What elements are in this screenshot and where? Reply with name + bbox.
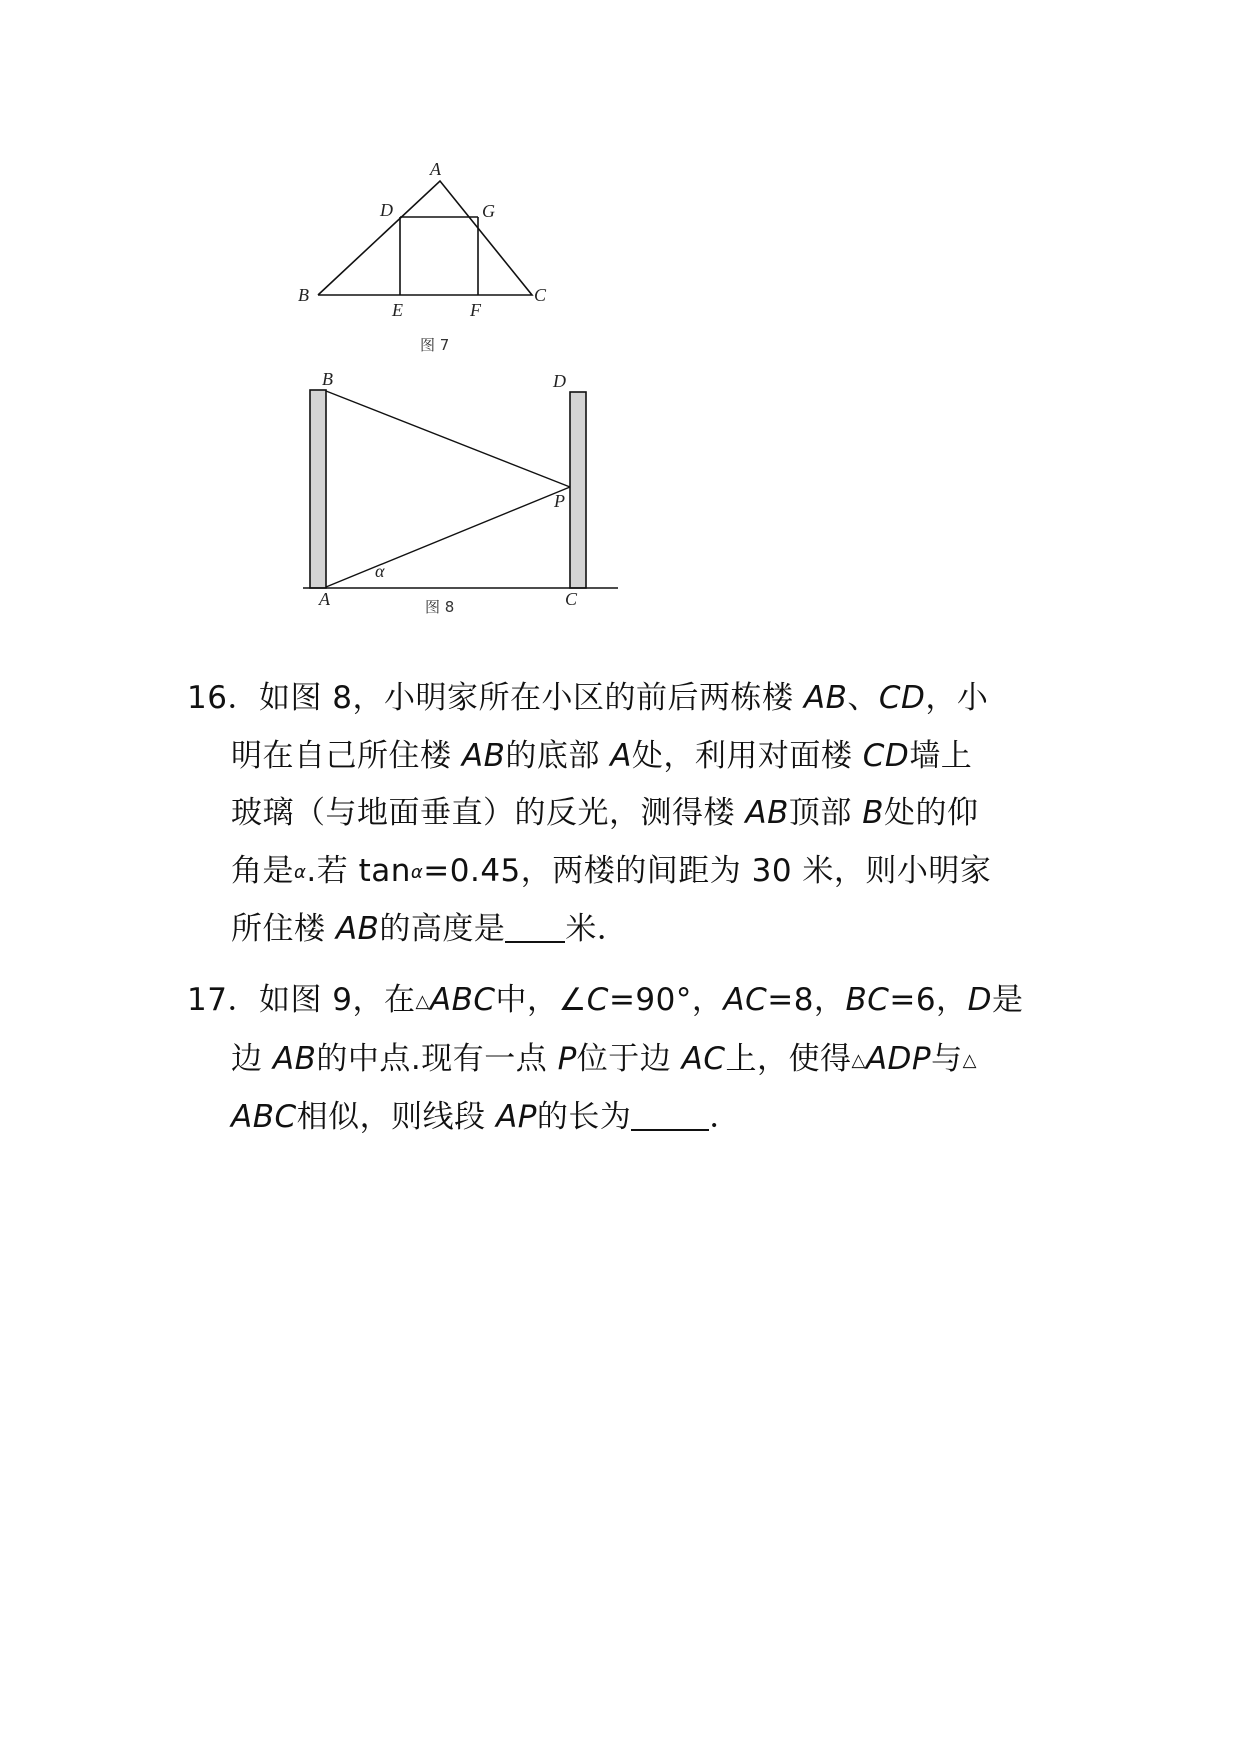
text: 上，使得 [725,1040,852,1077]
text: 所住楼 [231,911,336,947]
text: 是 [991,982,1024,1018]
problem-number: 17 [187,982,228,1018]
alpha-symbol: α [410,861,424,883]
answer-blank[interactable] [505,940,565,943]
variable: BC [845,982,890,1018]
variable: AB [335,911,380,947]
triangle-symbol: △ [962,1049,977,1071]
text: 相似，则线段 [296,1099,496,1135]
text: 玻璃（与地面垂直）的反光，测得楼 [231,795,746,831]
label-d: D [380,200,393,220]
line-bp [326,391,570,487]
figure-8 [295,365,635,625]
variable: CD [878,680,926,716]
text: 的中点.现有一点 [316,1040,558,1077]
text: 与 [931,1040,963,1077]
variable: ADP [865,1040,932,1077]
variable: ABC [231,1099,297,1135]
label-e: E [392,300,403,320]
label-b: B [322,369,333,389]
label-a: A [430,159,441,179]
figure-8-diagram [295,365,635,625]
variable: D [967,982,992,1018]
label-a: A [319,589,330,609]
text: =0.45，两楼的间距为 30 米，则小明家 [423,852,992,889]
text: 的底部 [505,737,611,774]
variable: AC [681,1040,726,1077]
problem-16-line-1 [187,670,1067,728]
triangle-abc [318,181,532,295]
variable: ABC [429,982,496,1018]
problem-16-line-2 [187,728,1067,786]
figure-8-caption: 图 8 [425,598,455,616]
text: =90°， [608,982,724,1018]
text: ．如图 8，小明家所在小区的前后两栋楼 [227,680,804,716]
text: 、 [847,680,879,716]
variable: AB [803,680,848,716]
variable: CD [862,737,910,774]
variable: A [610,737,632,774]
problem-17 [187,972,1067,1147]
figure-7 [290,155,580,365]
label-d: D [553,371,566,391]
answer-blank[interactable] [631,1128,709,1131]
text: 墙上 [909,737,973,774]
label-f: F [470,300,481,320]
problem-number: 16 [187,680,228,716]
text: 的长为 [536,1099,632,1135]
variable: AP [495,1099,537,1135]
line-ap [326,487,570,587]
angle-symbol: ∠ [558,982,587,1018]
problem-16-line-4 [187,843,1067,902]
alpha-symbol: α [294,861,307,883]
building-cd [570,392,586,588]
text: =6， [889,982,968,1018]
problem-16-line-5 [187,901,1067,959]
label-c: C [534,285,547,305]
variable: P [557,1040,577,1077]
variable: C [586,982,609,1018]
label-alpha: α [375,561,385,581]
figure-7-caption: 图 7 [420,336,450,354]
text: ． [709,1099,741,1135]
text: 处，利用对面楼 [631,737,863,774]
triangle-symbol: △ [851,1049,866,1071]
label-p: P [554,491,565,511]
text: 处的仰 [883,795,979,831]
problem-17-line-3 [187,1089,1067,1147]
text: =8， [767,982,846,1018]
text: 的高度是 [379,911,506,947]
text: 顶部 [788,795,863,831]
problem-17-line-2 [187,1031,1067,1090]
triangle-symbol: △ [415,991,430,1012]
figure-7-diagram [290,155,580,365]
text: 位于边 [576,1040,682,1077]
problem-17-line-1 [187,972,1067,1031]
problem-16 [187,670,1067,959]
label-b: B [298,285,309,305]
variable: B [862,795,884,831]
variable: AB [272,1040,317,1077]
text: ，小 [925,680,989,716]
text: ．如图 9，在 [227,982,416,1018]
label-c: C [565,589,578,609]
text: 中， [495,982,559,1018]
text: 角是 [231,852,294,889]
variable: AB [745,795,789,831]
text: 边 [231,1040,273,1077]
problem-16-line-3 [187,785,1067,843]
variable: AC [723,982,768,1018]
text: 明在自己所住楼 [231,737,462,774]
text: .若 tan [306,852,411,889]
text: 米． [565,911,629,947]
building-ab [310,390,326,588]
variable: AB [461,737,506,774]
label-g: G [482,201,495,221]
